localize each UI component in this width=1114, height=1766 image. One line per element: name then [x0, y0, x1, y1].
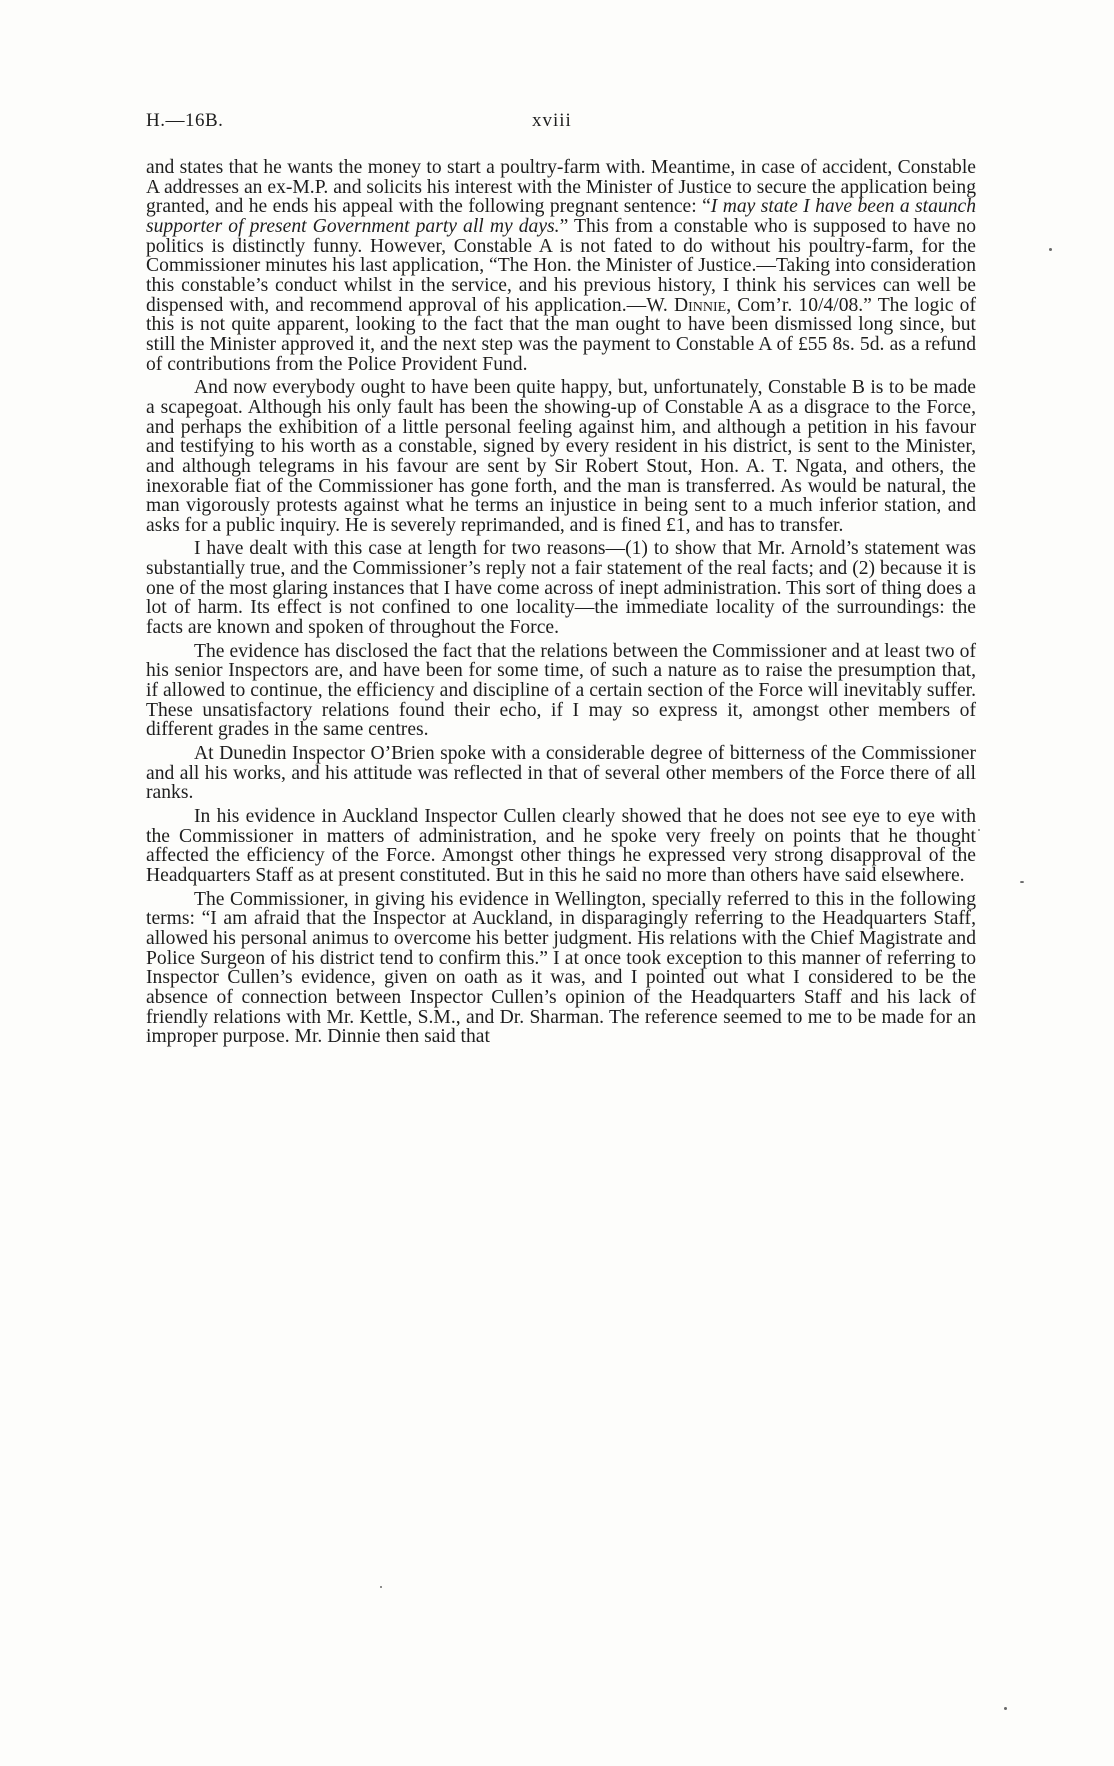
- italic-quote: I may state I have been a staunch supporter of present Government party all my days.: [146, 196, 976, 237]
- scan-speck: [1004, 1707, 1007, 1710]
- text-run: ” This from a constable who is supposed to have no politics is distinctly funny. However, Constable A is not fated to do without his poultry-farm, for the Commissioner minutes his last application, “The Hon. the Minister of Justice.—Taking into consideration this constable’s conduct whilst in the service, and his previous history, I think his services can well be dispensed with, and recommend approval of his application.—W.: [146, 215, 976, 316]
- paragraph-5: [146, 744, 976, 803]
- text-run: At Dunedin Inspector O’Brien spoke with a considerable degree of bitterness of the Commissioner and all his works, and his attitude was reflected in that of several other members of the Force there of all ranks.: [146, 743, 976, 804]
- page-header: [146, 110, 976, 134]
- paragraph-1: [146, 158, 976, 374]
- paragraph-2: [146, 378, 976, 535]
- body-text: [146, 158, 976, 1047]
- paragraph-7: [146, 890, 976, 1047]
- text-run: The evidence has disclosed the fact that the relations between the Commissioner and at least two of his senior Inspectors are, and have been for some time, of such a nature as to raise the presumption that, if allowed to continue, the efficiency and discipline of a certain section of the Force will inevitably suffer. These unsatisfactory relations found their echo, if I may so express it, amongst other members of different grades in the same centres.: [146, 640, 976, 741]
- scan-speck: [1049, 248, 1052, 251]
- text-run: and states that he wants the money to start a poultry-farm with. Meantime, in case of accident, Constable A addresses an ex-M.P. and solicits his interest with the Minister of Justice to secure the application being granted, and he ends his appeal with the following pregnant sentence: “: [146, 157, 976, 218]
- text-run: In his evidence in Auckland Inspector Cullen clearly showed that he does not see eye to eye with the Commissioner in matters of administration, and he spoke very freely on points that he thought affected the efficiency of the Force. Amongst other things he expressed very strong disapproval of the Headquarters Staff as at present constituted. But in this he said no more than others have said elsewhere.: [146, 806, 976, 886]
- paragraph-4: [146, 642, 976, 740]
- scan-speck: [978, 829, 980, 831]
- paragraph-3: [146, 539, 976, 637]
- scan-speck: [380, 1586, 382, 1588]
- signature-name: Dinnie: [673, 294, 727, 316]
- text-run: And now everybody ought to have been quite happy, but, unfortunately, Constable B is to be made a scapegoat. Although his only fault has been the showing-up of Constable A as a disgrace to the Force, and perhaps the exhibition of a little personal feeling against him, and although a petition in his favour and testifying to his worth as a constable, signed by every resident in his district, is sent to the Minister, and although telegrams in his favour are sent by Sir Robert Stout, Hon. A. T. Ngata, and others, the inexorable fiat of the Commissioner has gone forth, and the man is transferred. As would be natural, the man vigorously protests against what he terms an injustice in being sent to a much inferior station, and asks for a public inquiry. He is severely reprimanded, and is fined £1, and has to transfer.: [146, 377, 976, 536]
- scan-speck: [1020, 881, 1024, 883]
- text-run: , Com’r. 10/4/08.” The logic of this is not quite apparent, looking to the fact that the man ought to have been dismissed long since, but still the Minister approved it, and the next step was the payment to Constable A of £55 8s. 5d. as a refund of contributions from the Police Provident Fund.: [146, 294, 976, 375]
- document-code: H.—16B.: [146, 110, 224, 131]
- text-run: The Commissioner, in giving his evidence in Wellington, specially referred to this in the following terms: “I am afraid that the Inspector at Auckland, in disparagingly referring to the Headquarters Staff, allowed his personal animus to overcome his better judgment. His relations with the Chief Magistrate and Police Surgeon of his district tend to confirm this.” I at once took exception to this manner of referring to Inspector Cullen’s evidence, given on oath as it was, and I pointed out what I considered to be the absence of connection between Inspector Cullen’s opinion of the Headquarters Staff and his lack of friendly relations with Mr. Kettle, S.M., and Dr. Sharman. The reference seemed to me to be made for an improper purpose. Mr. Dinnie then said that: [146, 888, 976, 1048]
- page-number: xviii: [532, 110, 572, 131]
- paragraph-6: [146, 807, 976, 886]
- text-run: I have dealt with this case at length for two reasons—(1) to show that Mr. Arnold’s statement was substantially true, and the Commissioner’s reply not a fair statement of the real facts; and (2) because it is one of the most glaring instances that I have come across of inept administration. This sort of thing does a lot of harm. Its effect is not confined to one locality—the immediate locality of the surroundings: the facts are known and spoken of throughout the Force.: [146, 538, 977, 639]
